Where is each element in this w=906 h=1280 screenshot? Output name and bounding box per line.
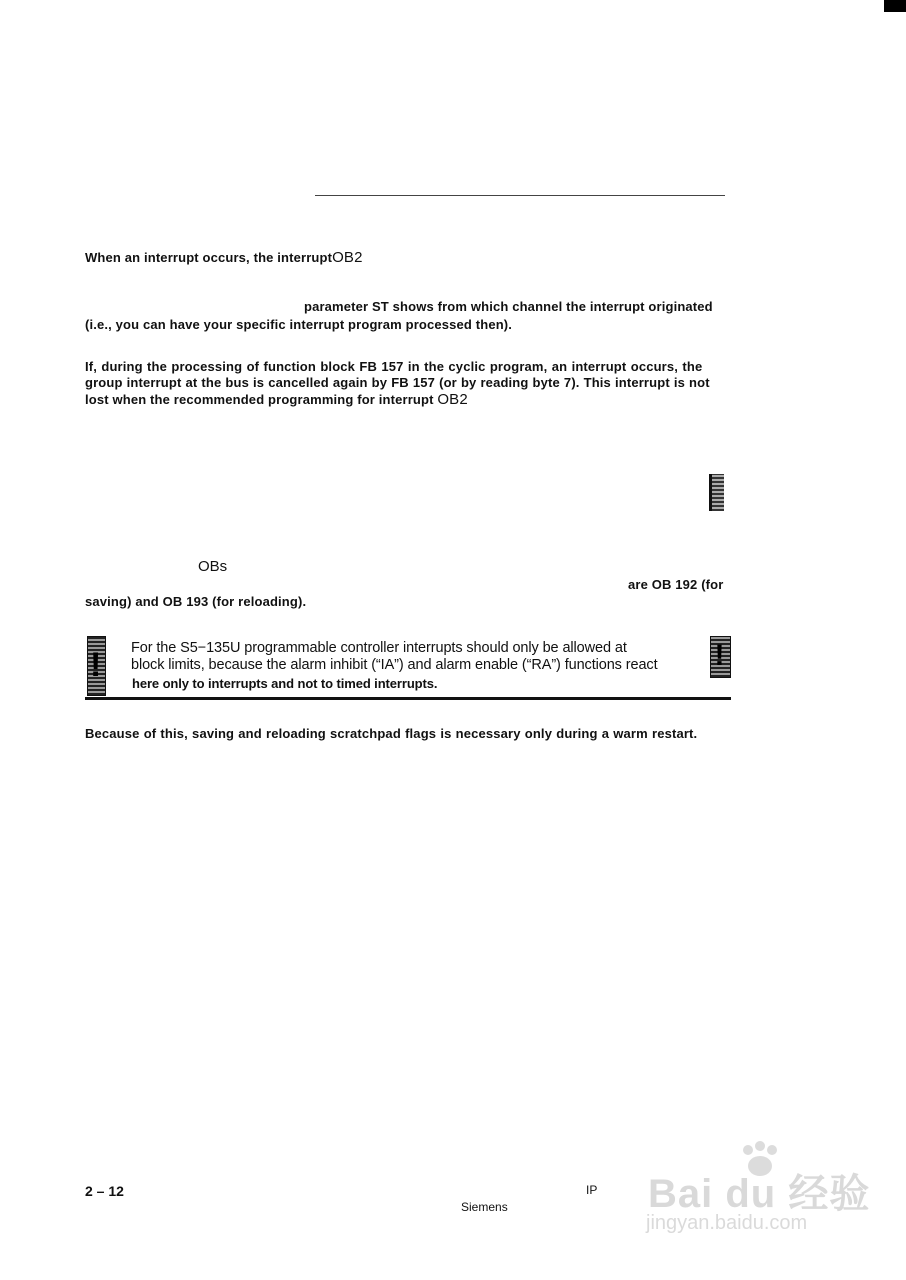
watermark-url: jingyan.baidu.com bbox=[646, 1212, 808, 1234]
ob-reference: OB2 bbox=[332, 249, 363, 266]
watermark-logo: Bai du 经验 bbox=[648, 1172, 871, 1216]
paragraph-fb157-line2: group interrupt at the bus is cancelled again by FB 157 (or by reading byte 7). This interrupt is not bbox=[85, 375, 710, 390]
paragraph-ob193: saving) and OB 193 (for reloading). bbox=[85, 594, 307, 609]
note-line-3: here only to interrupts and not to timed interrupts. bbox=[132, 676, 438, 691]
paragraph-text: When an interrupt occurs, the interrupt bbox=[85, 250, 333, 265]
note-line-2: block limits, because the alarm inhibit (“IA”) and alarm enable (“RA”) functions react bbox=[131, 657, 658, 673]
exclamation-icon: ! bbox=[90, 646, 102, 684]
header-rule bbox=[315, 195, 725, 196]
paragraph-interrupt-intro bbox=[85, 249, 363, 266]
page-number: 2 – 12 bbox=[85, 1183, 124, 1199]
footer-company: Siemens bbox=[461, 1200, 508, 1214]
paragraph-ob192-right: are OB 192 (for bbox=[628, 577, 724, 592]
paragraph-warm-restart: Because of this, saving and reloading scratchpad flags is necessary only during a warm restart. bbox=[85, 726, 698, 741]
paragraph-parameter-st-line1: parameter ST shows from which channel the interrupt originated bbox=[304, 299, 713, 314]
obs-label: OBs bbox=[198, 558, 228, 575]
footer-product: IP bbox=[586, 1183, 598, 1197]
paragraph-fb157-line1: If, during the processing of function block FB 157 in the cyclic program, an interrupt occurs, the bbox=[85, 359, 703, 374]
change-bar bbox=[709, 474, 724, 511]
paragraph-text: lost when the recommended programming for interrupt bbox=[85, 392, 438, 407]
ob-reference: OB2 bbox=[437, 391, 468, 408]
corner-marker bbox=[884, 0, 906, 12]
exclamation-icon: ! bbox=[714, 639, 725, 672]
paragraph-fb157-line3 bbox=[85, 391, 468, 408]
note-line-1: For the S5−135U programmable controller interrupts should only be allowed at bbox=[131, 640, 627, 656]
watermark bbox=[640, 1140, 870, 1250]
paragraph-parameter-st-line2: (i.e., you can have your specific interrupt program processed then). bbox=[85, 317, 513, 332]
